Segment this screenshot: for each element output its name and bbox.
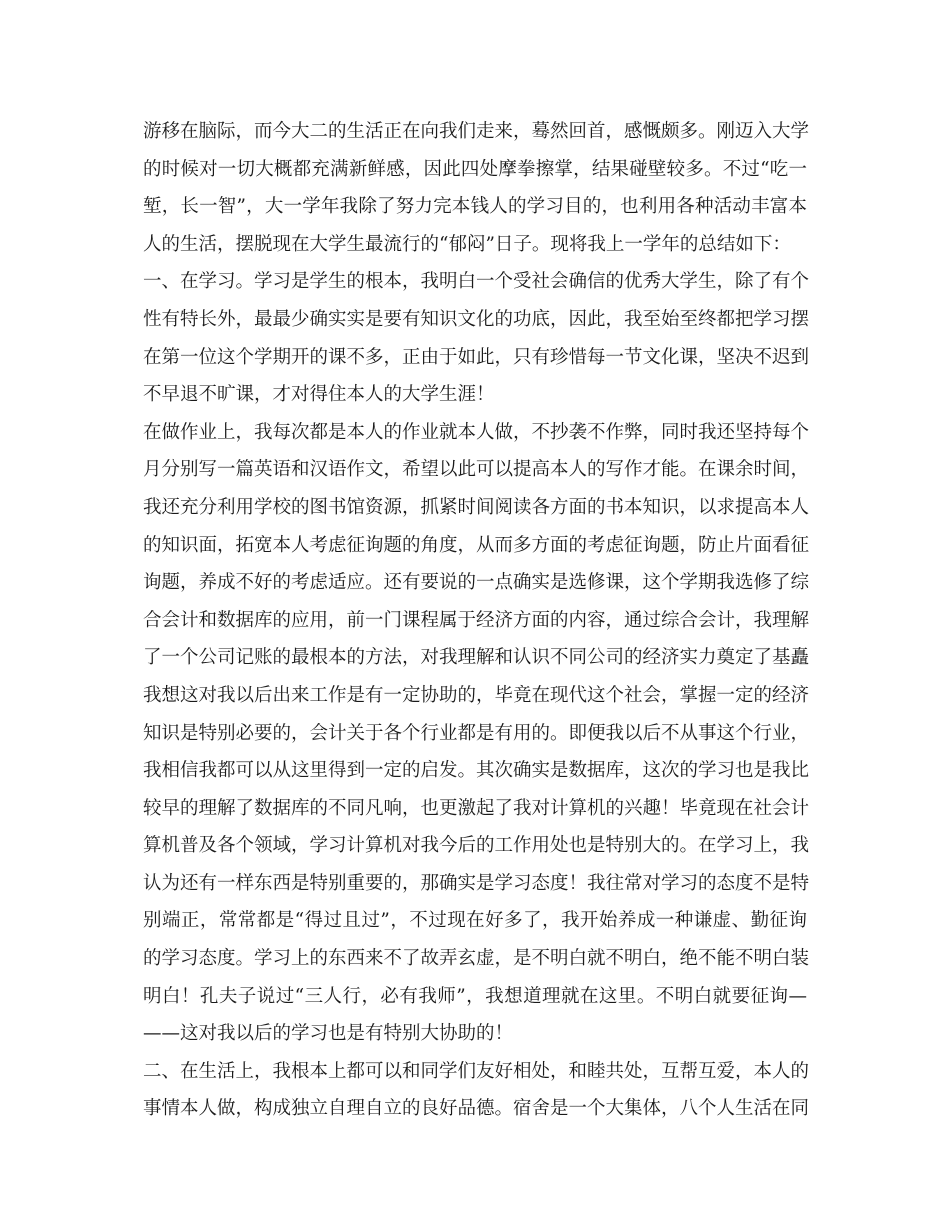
text-line-25: ——这对我以后的学习也是有特别大协助的！	[143, 1023, 514, 1045]
text-line-17: 知识是特别必要的，会计关于各个行业都是有用的。即便我以后不从事这个行业，	[143, 722, 810, 744]
text-line-20: 算机普及各个领域，学习计算机对我今后的工作用处也是特别大的。在学习上，我	[143, 835, 810, 857]
text-line-27: 事情本人做，构成独立自理自立的良好品德。宿舍是一个大集体，八个人生活在同	[143, 1098, 810, 1120]
text-line-22: 别端正，常常都是“得过且过”，不过现在好多了，我开始养成一种谦虚、勤征询	[143, 910, 807, 932]
text-line-10: 月分别写一篇英语和汉语作文，希望以此可以提高本人的写作才能。在课余时间，	[143, 459, 810, 481]
text-line-18: 我相信我都可以从这里得到一定的启发。其次确实是数据库，这次的学习也是我比	[143, 760, 810, 782]
text-line-13: 询题，养成不好的考虑适应。还有要说的一点确实是选修课，这个学期我选修了综	[143, 572, 810, 594]
text-line-1: 游移在脑际，而今大二的生活正在向我们走来，蓦然回首，感慨颇多。刚迈入大学	[143, 121, 810, 142]
document-body	[143, 113, 810, 1128]
text-line-4: 人的生活，摆脱现在大学生最流行的“郁闷”日子。现将我上一学年的总结如下：	[143, 233, 791, 255]
text-line-26: 二、在生活上，我根本上都可以和同学们友好相处，和睦共处，互帮互爱，本人的	[143, 1060, 810, 1082]
text-line-15: 了一个公司记账的最根本的方法，对我理解和认识不同公司的经济实力奠定了基矗	[143, 647, 810, 669]
text-line-19: 较早的理解了数据库的不同凡响，也更激起了我对计算机的兴趣！毕竟现在社会计	[143, 797, 810, 819]
text-line-5: 一、在学习。学习是学生的根本，我明白一个受社会确信的优秀大学生，除了有个	[143, 271, 810, 293]
text-line-16: 我想这对我以后出来工作是有一定协助的，毕竟在现代这个社会，掌握一定的经济	[143, 684, 810, 706]
text-line-21: 认为还有一样东西是特别重要的，那确实是学习态度！我往常对学习的态度不是特	[143, 872, 810, 894]
text-line-2: 的时候对一切大概都充满新鲜感，因此四处摩拳擦掌，结果碰壁较多。不过“吃一	[143, 158, 807, 180]
text-line-11: 我还充分利用学校的图书馆资源，抓紧时间阅读各方面的书本知识，以求提高本人	[143, 496, 810, 518]
text-line-23: 的学习态度。学习上的东西来不了故弄玄虚，是不明白就不明白，绝不能不明白装	[143, 948, 810, 970]
text-line-12: 的知识面，拓宽本人考虑征询题的角度，从而多方面的考虑征询题，防止片面看征	[143, 534, 810, 556]
text-line-9: 在做作业上，我每次都是本人的作业就本人做，不抄袭不作弊，同时我还坚持每个	[143, 421, 810, 443]
text-line-8: 不早退不旷课，才对得住本人的大学生涯！	[143, 384, 495, 406]
text-line-24: 明白！孔夫子说过“三人行，必有我师”，我想道理就在这里。不明白就要征询—	[143, 985, 807, 1007]
text-line-6: 性有特长外，最最少确实实是要有知识文化的功底，因此，我至始至终都把学习摆	[143, 308, 810, 330]
text-line-3: 堑，长一智”，大一学年我除了努力完本钱人的学习目的，也利用各种活动丰富本	[143, 196, 807, 218]
text-line-14: 合会计和数据库的应用，前一门课程属于经济方面的内容，通过综合会计，我理解	[143, 609, 810, 631]
text-line-7: 在第一位这个学期开的课不多，正由于如此，只有珍惜每一节文化课，坚决不迟到	[143, 346, 810, 368]
